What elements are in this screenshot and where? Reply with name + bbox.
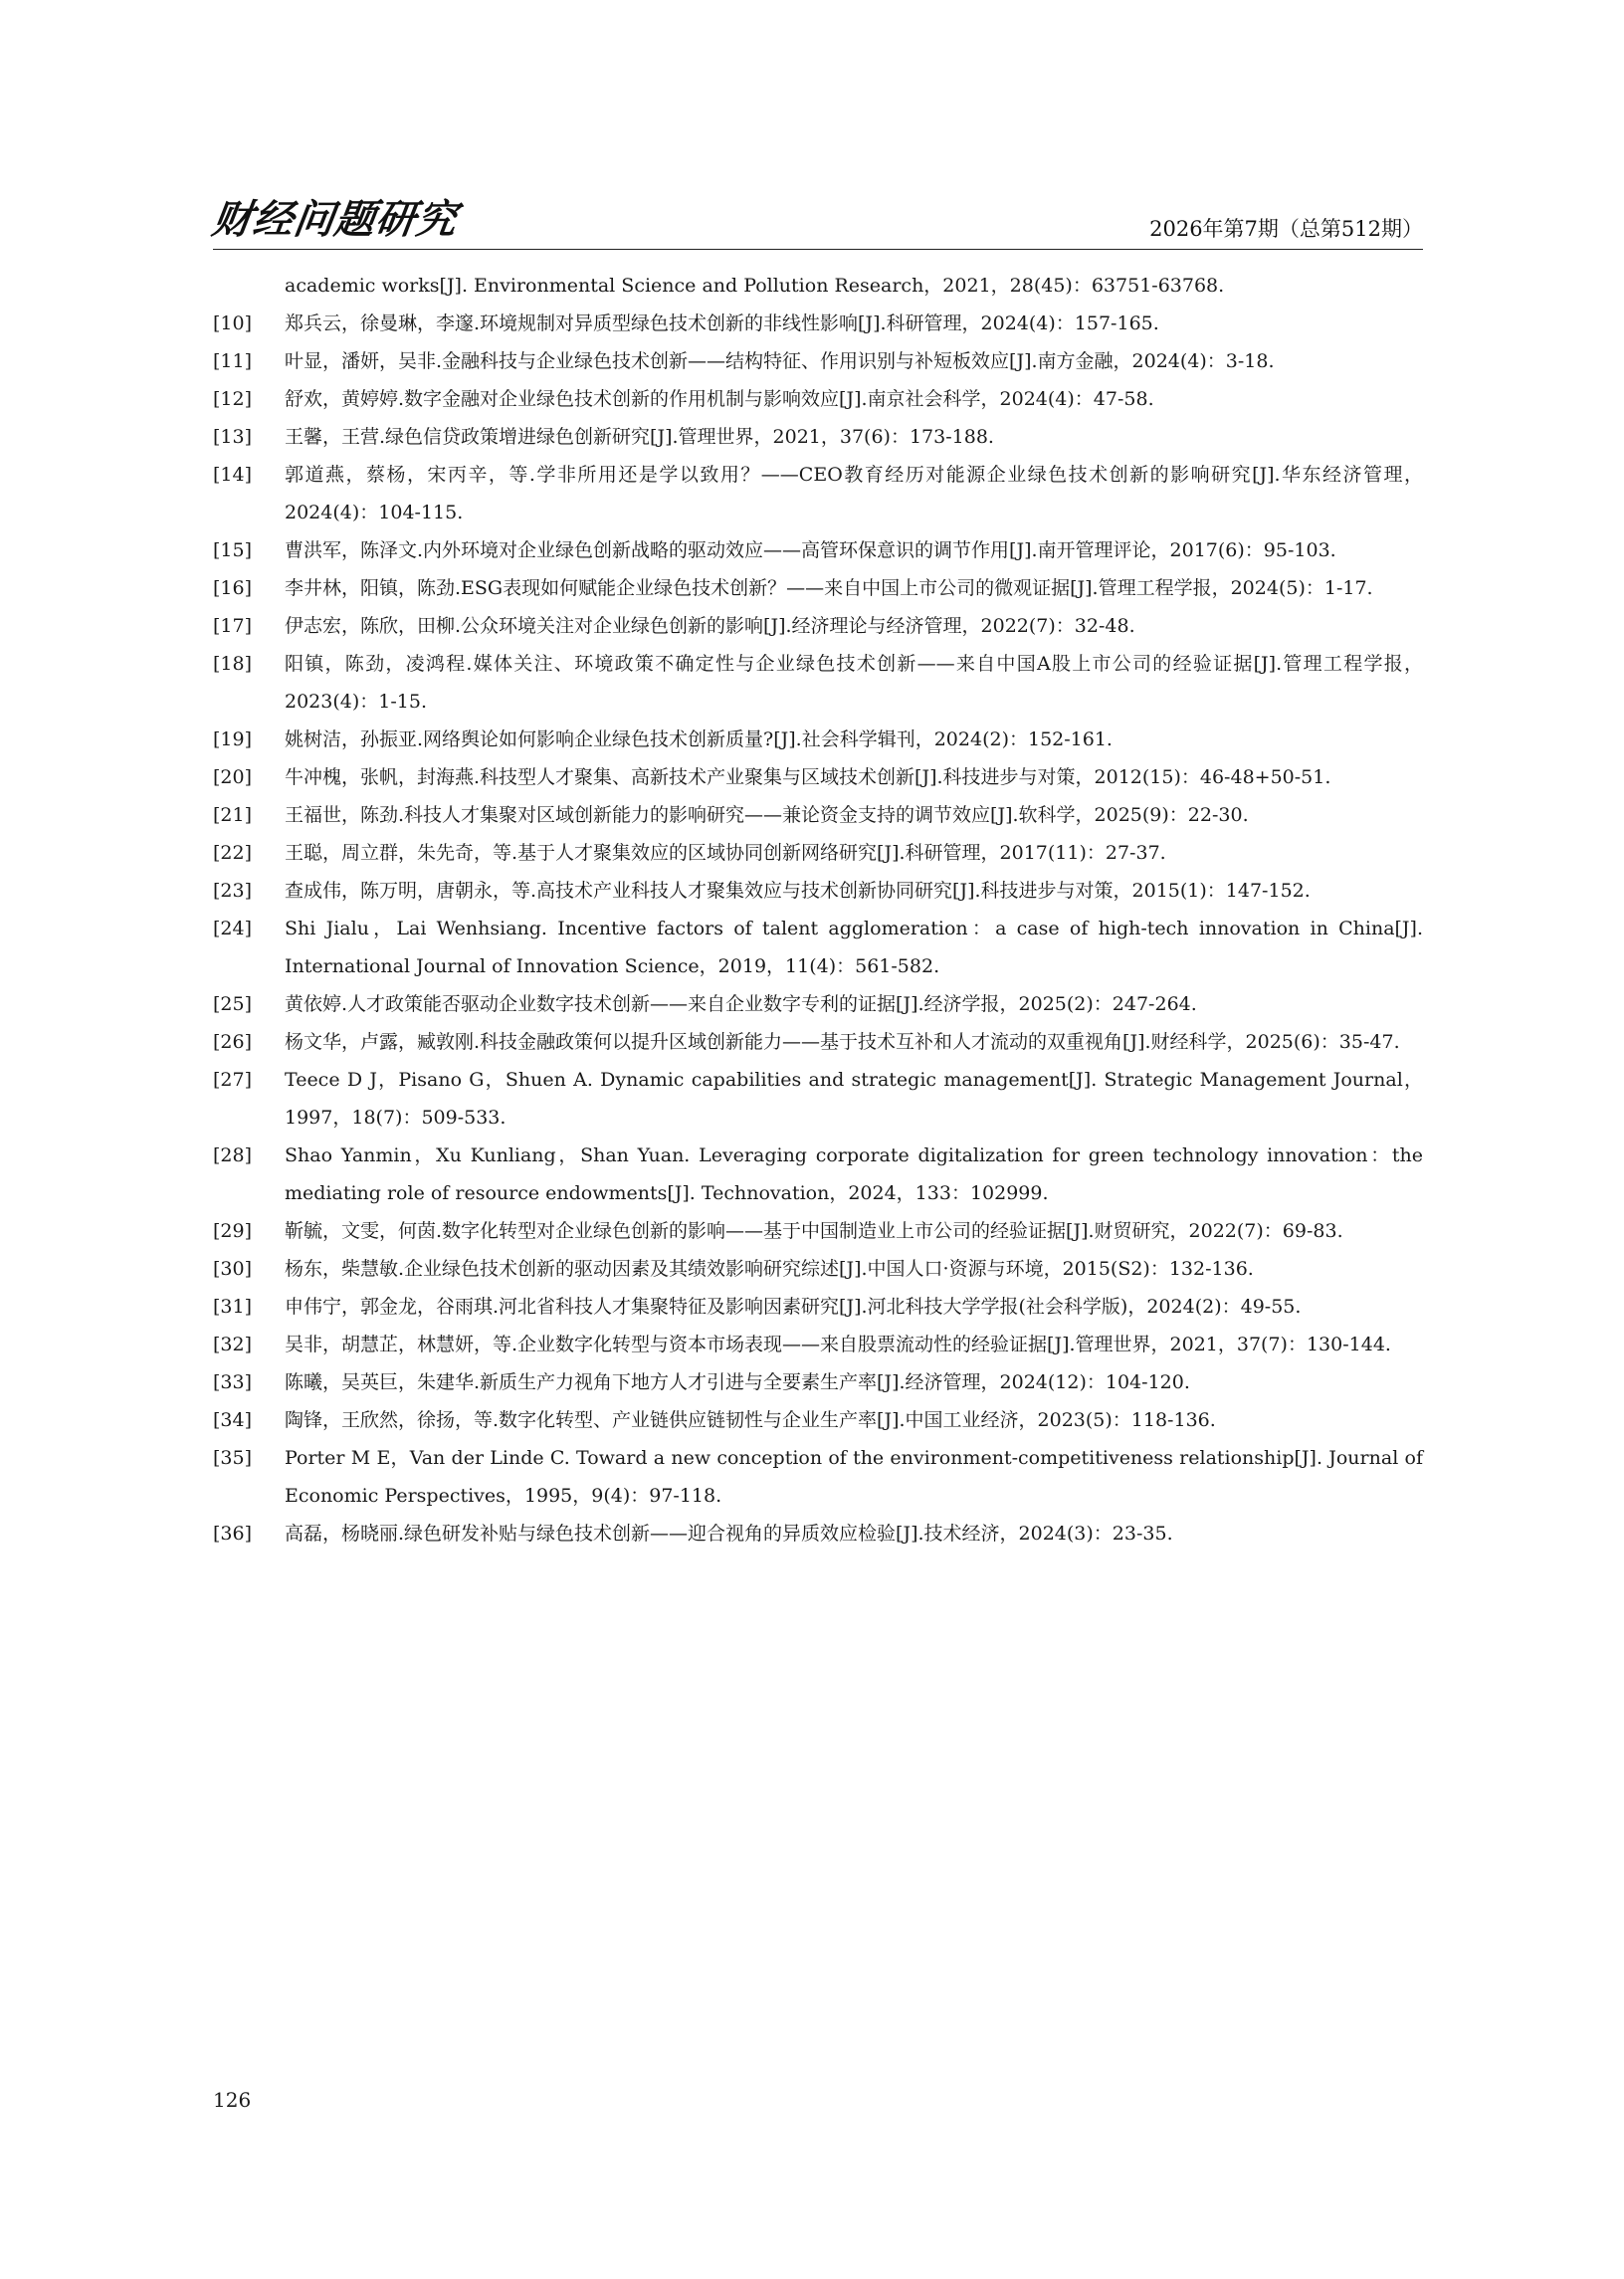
reference-number: [24] <box>213 918 253 939</box>
reference-item <box>213 910 1423 985</box>
reference-item <box>213 645 1423 721</box>
reference-text: 黄依婷.人才政策能否驱动企业数字技术创新——来自企业数字专利的证据[J].经济学报，2025(2)：247-264. <box>285 993 1197 1015</box>
reference-text: Teece D J，Pisano G，Shuen A. Dynamic capabilities and strategic management[J]. Strategic Management Journal，1997，18(7)：509-533. <box>285 1069 1423 1129</box>
reference-item <box>213 1363 1423 1401</box>
reference-item <box>213 305 1423 342</box>
reference-number: [18] <box>213 653 253 675</box>
reference-number: [33] <box>213 1371 253 1393</box>
reference-item <box>213 1212 1423 1250</box>
reference-text: 高磊，杨晓丽.绿色研发补贴与绿色技术创新——迎合视角的异质效应检验[J].技术经济，2024(3)：23-35. <box>285 1523 1173 1545</box>
reference-list <box>213 267 1423 1553</box>
reference-number: [29] <box>213 1220 253 1242</box>
reference-item <box>213 1401 1423 1439</box>
reference-number: [17] <box>213 615 253 637</box>
reference-number: [31] <box>213 1296 253 1318</box>
reference-item <box>213 531 1423 569</box>
reference-item <box>213 1250 1423 1288</box>
reference-text: 阳镇，陈劲，凌鸿程.媒体关注、环境政策不确定性与企业绿色技术创新——来自中国A股上市公司的经验证据[J].管理工程学报，2023(4)：1-15. <box>285 653 1423 713</box>
journal-logo: 财经问题研究 <box>209 197 461 243</box>
reference-item <box>213 380 1423 418</box>
reference-item <box>213 1326 1423 1363</box>
reference-number: [28] <box>213 1144 253 1166</box>
reference-item <box>213 758 1423 796</box>
reference-text: 王聪，周立群，朱先奇，等.基于人才聚集效应的区域协同创新网络研究[J].科研管理，2017(11)：27-37. <box>285 842 1166 864</box>
page-number: 126 <box>213 2088 252 2112</box>
reference-item <box>213 1137 1423 1212</box>
reference-number: [12] <box>213 388 253 410</box>
reference-text: 查成伟，陈万明，唐朝永，等.高技术产业科技人才聚集效应与技术创新协同研究[J].科技进步与对策，2015(1)：147-152. <box>285 880 1311 902</box>
reference-item <box>213 796 1423 834</box>
reference-number: [30] <box>213 1258 253 1280</box>
reference-item <box>213 721 1423 758</box>
reference-text: 杨东，柴慧敏.企业绿色技术创新的驱动因素及其绩效影响研究综述[J].中国人口·资源与环境，2015(S2)：132-136. <box>285 1258 1254 1280</box>
reference-item <box>213 985 1423 1023</box>
reference-text: 曹洪军，陈泽文.内外环境对企业绿色创新战略的驱动效应——高管环保意识的调节作用[J].南开管理评论，2017(6)：95-103. <box>285 539 1336 561</box>
reference-text: Porter M E，Van der Linde C. Toward a new conception of the environment-competitiveness relationship[J]. Journal of Economic Perspectives，1995，9(4)：97-118. <box>285 1447 1423 1507</box>
reference-item <box>213 607 1423 645</box>
reference-item <box>213 569 1423 607</box>
reference-item <box>213 1515 1423 1553</box>
reference-text: 王馨，王营.绿色信贷政策增进绿色创新研究[J].管理世界，2021，37(6)：173-188. <box>285 426 994 448</box>
reference-number: [26] <box>213 1031 253 1053</box>
reference-item <box>213 1439 1423 1515</box>
reference-number: [25] <box>213 993 253 1015</box>
reference-number: [32] <box>213 1334 253 1355</box>
reference-text: 郭道燕，蔡杨，宋丙辛，等.学非所用还是学以致用？——CEO教育经历对能源企业绿色技术创新的影响研究[J].华东经济管理，2024(4)：104-115. <box>285 464 1423 523</box>
reference-continuation: academic works[J]. Environmental Science and Pollution Research，2021，28(45)：63751-63768. <box>285 275 1225 297</box>
reference-item <box>213 834 1423 872</box>
reference-text: 郑兵云，徐曼琳，李邃.环境规制对异质型绿色技术创新的非线性影响[J].科研管理，2024(4)：157-165. <box>285 312 1159 334</box>
reference-number: [35] <box>213 1447 253 1469</box>
reference-text: Shi Jialu，Lai Wenhsiang. Incentive factors of talent agglomeration：a case of high-tech innovation in China[J]. International Journal of Innovation Science，2019，11(4)：561-582. <box>285 918 1423 977</box>
reference-item <box>213 1061 1423 1137</box>
reference-number: [19] <box>213 728 253 750</box>
reference-text: 陈曦，吴英巨，朱建华.新质生产力视角下地方人才引进与全要素生产率[J].经济管理，2024(12)：104-120. <box>285 1371 1190 1393</box>
reference-item <box>213 872 1423 910</box>
reference-text: 王福世，陈劲.科技人才集聚对区域创新能力的影响研究——兼论资金支持的调节效应[J].软科学，2025(9)：22-30. <box>285 804 1249 826</box>
reference-item <box>213 456 1423 531</box>
reference-text: 牛冲槐，张帆，封海燕.科技型人才聚集、高新技术产业聚集与区域技术创新[J].科技进步与对策，2012(15)：46-48+50-51. <box>285 766 1331 788</box>
reference-number: [22] <box>213 842 253 864</box>
reference-number: [14] <box>213 464 253 486</box>
running-header <box>209 197 1423 250</box>
reference-text: 陶锋，王欣然，徐扬，等.数字化转型、产业链供应链韧性与企业生产率[J].中国工业经济，2023(5)：118-136. <box>285 1409 1216 1431</box>
reference-number: [36] <box>213 1523 253 1545</box>
reference-text: 叶显，潘妍，吴非.金融科技与企业绿色技术创新——结构特征、作用识别与补短板效应[J].南方金融，2024(4)：3-18. <box>285 350 1275 372</box>
reference-item <box>213 418 1423 456</box>
reference-item <box>213 1023 1423 1061</box>
reference-number: [15] <box>213 539 253 561</box>
reference-text: 姚树洁，孙振亚.网络舆论如何影响企业绿色技术创新质量?[J].社会科学辑刊，2024(2)：152-161. <box>285 728 1113 750</box>
reference-text: 靳毓，文雯，何茵.数字化转型对企业绿色创新的影响——基于中国制造业上市公司的经验证据[J].财贸研究，2022(7)：69-83. <box>285 1220 1343 1242</box>
reference-number: [23] <box>213 880 253 902</box>
reference-text: 伊志宏，陈欣，田柳.公众环境关注对企业绿色创新的影响[J].经济理论与经济管理，2022(7)：32-48. <box>285 615 1135 637</box>
reference-number: [34] <box>213 1409 253 1431</box>
reference-text: 李井林，阳镇，陈劲.ESG表现如何赋能企业绿色技术创新？——来自中国上市公司的微观证据[J].管理工程学报，2024(5)：1-17. <box>285 577 1373 599</box>
issue-info: 2026年第7期（总第512期） <box>1149 217 1423 241</box>
reference-number: [10] <box>213 312 253 334</box>
reference-text: Shao Yanmin，Xu Kunliang，Shan Yuan. Leveraging corporate digitalization for green technology innovation：the mediating role of resource endowments[J]. Technovation，2024，133：102999. <box>285 1144 1423 1204</box>
reference-number: [27] <box>213 1069 253 1091</box>
reference-number: [21] <box>213 804 253 826</box>
reference-number: [16] <box>213 577 253 599</box>
reference-text: 吴非，胡慧芷，林慧妍，等.企业数字化转型与资本市场表现——来自股票流动性的经验证据[J].管理世界，2021，37(7)：130-144. <box>285 1334 1391 1355</box>
reference-number: [20] <box>213 766 253 788</box>
reference-item <box>213 1288 1423 1326</box>
reference-number: [11] <box>213 350 253 372</box>
reference-text: 舒欢，黄婷婷.数字金融对企业绿色技术创新的作用机制与影响效应[J].南京社会科学，2024(4)：47-58. <box>285 388 1154 410</box>
reference-number: [13] <box>213 426 253 448</box>
reference-text: 申伟宁，郭金龙，谷雨琪.河北省科技人才集聚特征及影响因素研究[J].河北科技大学学报(社会科学版)，2024(2)：49-55. <box>285 1296 1302 1318</box>
reference-text: 杨文华，卢露，臧敦刚.科技金融政策何以提升区域创新能力——基于技术互补和人才流动的双重视角[J].财经科学，2025(6)：35-47. <box>285 1031 1400 1053</box>
reference-item <box>213 342 1423 380</box>
